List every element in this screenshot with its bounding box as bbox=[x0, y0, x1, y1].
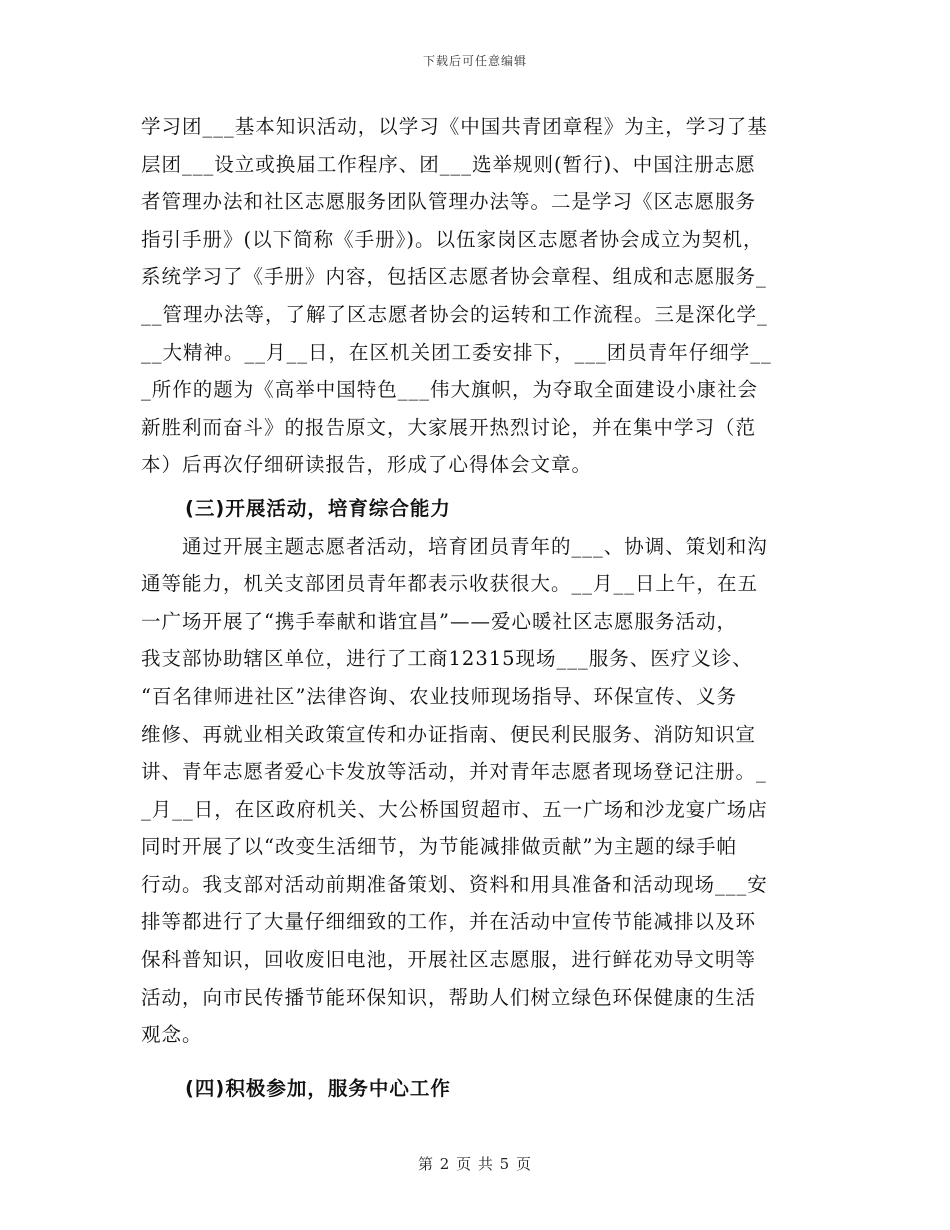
paragraph-line: 观念。 bbox=[141, 1023, 203, 1047]
paragraph-line: __大精神。__月__日，在区机关团工委安排下，___团员青年仔细学__ bbox=[141, 340, 772, 364]
paragraph-line: 讲、青年志愿者爱心卡发放等活动，并对青年志愿者现场登记注册。_ bbox=[141, 760, 767, 784]
paragraph-line: 排等都进行了大量仔细细致的工作，并在活动中宣传节能减排以及环 bbox=[141, 910, 757, 934]
page-number: 第 2 页 共 5 页 bbox=[418, 1155, 532, 1173]
paragraph-study bbox=[141, 108, 809, 484]
paragraph-line: _所作的题为《高举中国特色___伟大旗帜，为夺取全面建设小康社会 bbox=[141, 378, 759, 402]
section-heading-three: (三)开展活动，培育综合能力 bbox=[185, 496, 451, 520]
paragraph-line: 本）后再次仔细研读报告，形成了心得体会文章。 bbox=[141, 453, 593, 477]
paragraph-line: _月__日，在区政府机关、大公桥国贸超市、五一广场和沙龙宴广场店 bbox=[141, 797, 768, 821]
paragraph-line: 通过开展主题志愿者活动，培育团员青年的___、协调、策划和沟 bbox=[141, 534, 768, 558]
paragraph-line: 行动。我支部对活动前期准备策划、资料和用具准备和活动现场___安 bbox=[141, 872, 768, 896]
paragraph-line: 者管理办法和社区志愿服务团队管理办法等。二是学习《区志愿服务 bbox=[141, 190, 757, 214]
section-heading-four: (四)积极参加，服务中心工作 bbox=[185, 1076, 451, 1100]
paragraph-line: 同时开展了以“改变生活细节，为节能减排做贡献”为主题的绿手帕 bbox=[141, 835, 737, 859]
paragraph-line: 维修、再就业相关政策宣传和办证指南、便民利民服务、消防知识宣 bbox=[141, 722, 757, 746]
paragraph-line: 学习团___基本知识活动，以学习《中国共青团章程》为主，学习了基 bbox=[141, 115, 768, 138]
paragraph-line: __管理办法等，了解了区志愿者协会的运转和工作流程。三是深化学_ bbox=[141, 302, 768, 326]
paragraph-line: 指引手册》(以下简称《手册》)。以伍家岗区志愿者协会成立为契机， bbox=[141, 227, 764, 251]
paragraph-line: “百名律师进社区”法律咨询、农业技师现场指导、环保宣传、义务 bbox=[141, 684, 737, 708]
paragraph-line: 系统学习了《手册》内容，包括区志愿者协会章程、组成和志愿服务_ bbox=[141, 265, 767, 289]
paragraph-line: 保科普知识，回收废旧电池，开展社区志愿服，进行鲜花劝导文明等 bbox=[141, 948, 757, 972]
paragraph-line: 层团___设立或换届工作程序、团___选举规则(暂行)、中国注册志愿 bbox=[141, 152, 756, 176]
paragraph-line: 一广场开展了“携手奉献和谐宜昌”——爱心暖社区志愿服务活动， bbox=[141, 609, 737, 633]
page-header: 下载后可任意编辑 bbox=[422, 54, 527, 68]
paragraph-line: 我支部协助辖区单位，进行了工商12315现场___服务、医疗义诊、 bbox=[141, 647, 753, 671]
paragraph-line: 活动，向市民传播节能环保知识，帮助人们树立绿色环保健康的生活 bbox=[141, 985, 757, 1009]
document-body bbox=[141, 108, 809, 1107]
paragraph-activities bbox=[141, 528, 809, 1054]
paragraph-line: 通等能力，机关支部团员青年都表示收获很大。__月__日上午，在五 bbox=[141, 572, 759, 596]
paragraph-line: 新胜利而奋斗》的报告原文，大家展开热烈讨论，并在集中学习（范 bbox=[141, 415, 757, 439]
